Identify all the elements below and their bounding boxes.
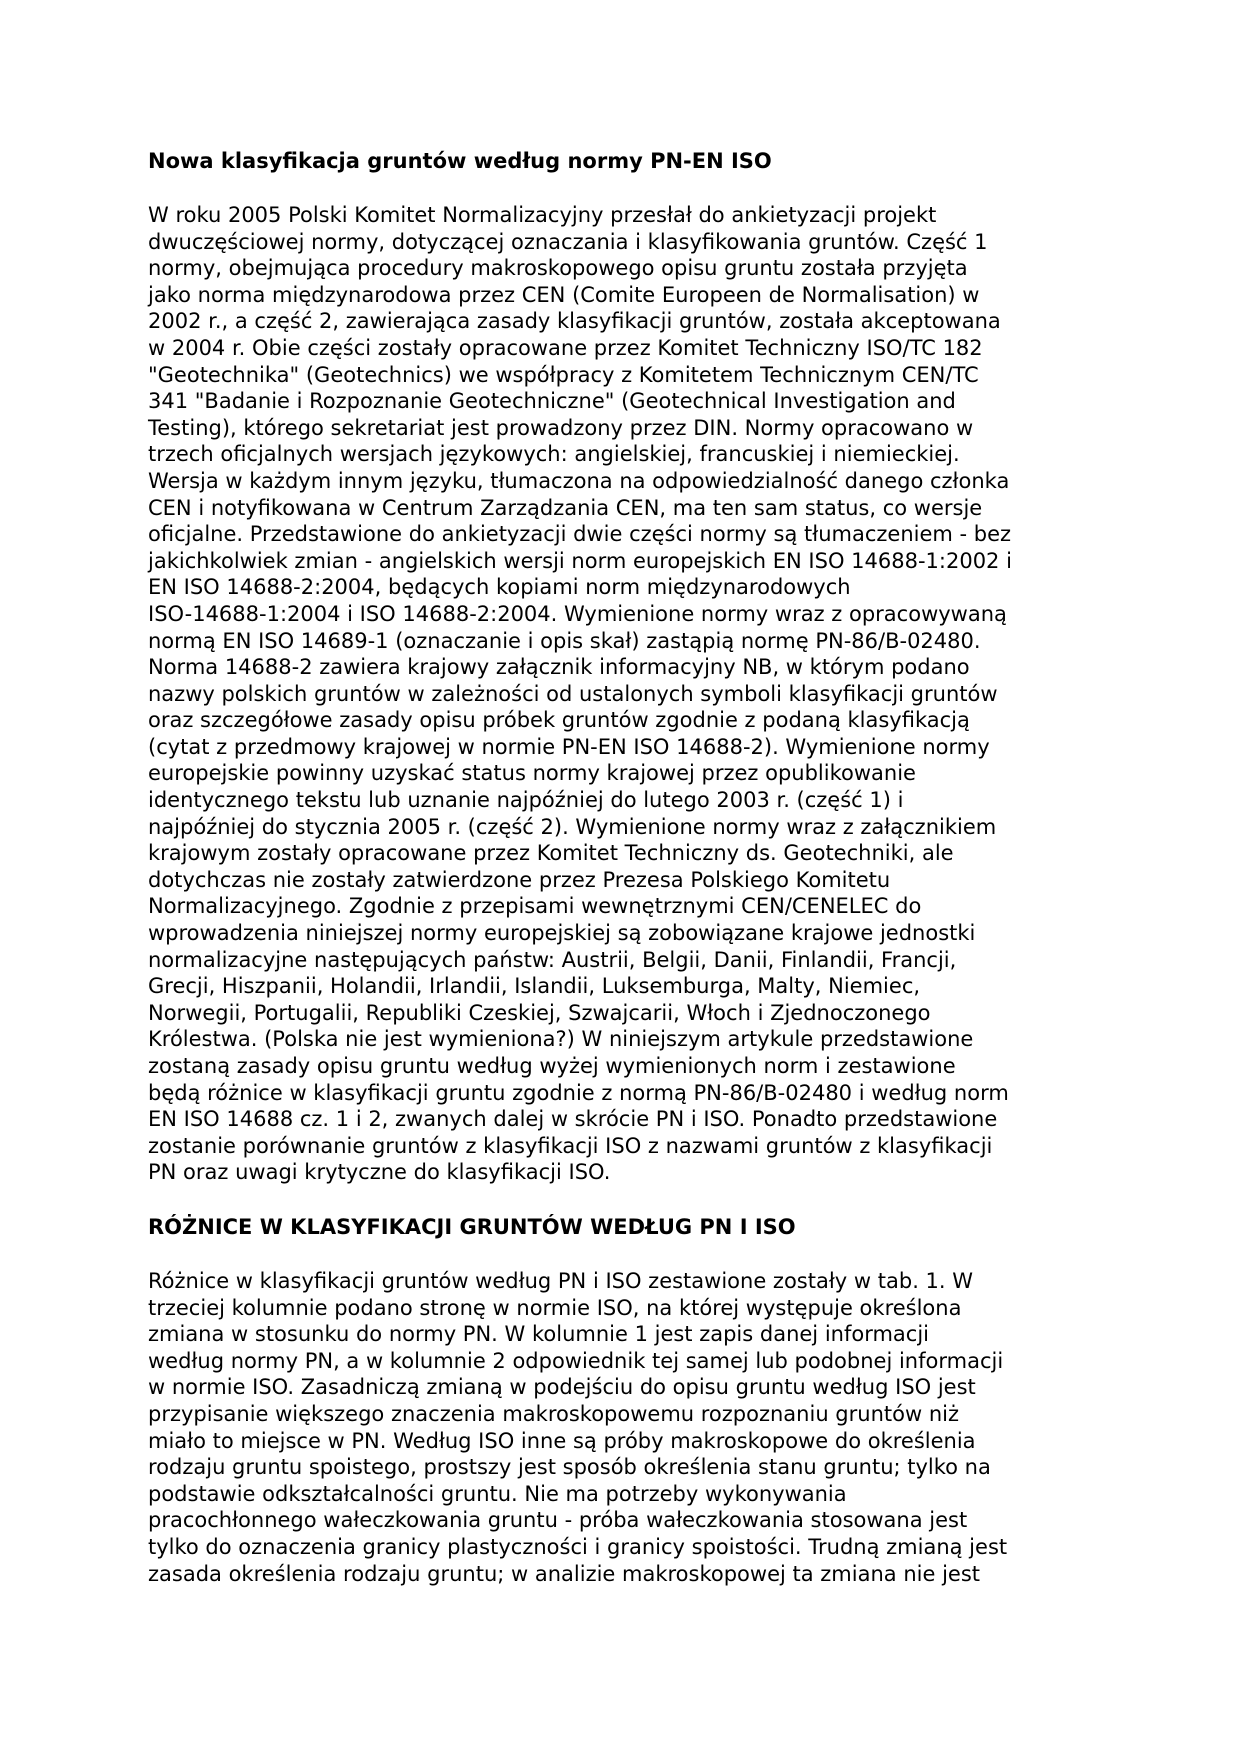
text-line: trzeciej kolumnie podano stronę w normie ISO, na której występuje określona <box>148 1295 962 1320</box>
text-line: trzech oficjalnych wersjach językowych: angielskiej, francuskiej i niemieckiej. <box>148 442 960 467</box>
text-line: podstawie odkształcalności gruntu. Nie ma potrzeby wykonywania <box>148 1481 847 1506</box>
text-line: w normie ISO. Zasadniczą zmianą w podejściu do opisu gruntu według ISO jest <box>148 1375 976 1400</box>
text-line: wprowadzenia niniejszej normy europejskiej są zobowiązane krajowe jednostki <box>148 921 976 946</box>
text-line: normalizacyjne następujących państw: Austrii, Belgii, Danii, Finlandii, Francji, <box>148 947 957 972</box>
text-line: ISO-14688-1:2004 i ISO 14688-2:2004. Wymienione normy wraz z opracowywaną <box>148 601 1007 626</box>
document-page <box>148 148 1098 1587</box>
text-line: normy, obejmująca procedury makroskopowego opisu gruntu została przyjęta <box>148 256 968 281</box>
text-line: normą EN ISO 14689-1 (oznaczanie i opis skał) zastąpią normę PN-86/B-02480. <box>148 628 981 653</box>
text-line: będą różnice w klasyfikacji gruntu zgodnie z normą PN-86/B-02480 i według norm <box>148 1080 1009 1105</box>
text-line: oficjalne. Przedstawione do ankietyzacji dwie części normy są tłumaczeniem - bez <box>148 522 1012 547</box>
section-heading: RÓŻNICE W KLASYFIKACJI GRUNTÓW WEDŁUG PN I ISO <box>148 1214 796 1239</box>
text-line: pracochłonnego wałeczkowania gruntu - próba wałeczkowania stosowana jest <box>148 1508 968 1533</box>
text-line: tylko do oznaczenia granicy plastyczności i granicy spoistości. Trudną zmianą jest <box>148 1534 1008 1559</box>
text-line: Różnice w klasyfikacji gruntów według PN i ISO zestawione zostały w tab. 1. W <box>148 1268 974 1293</box>
text-line: według normy PN, a w kolumnie 2 odpowiednik tej samej lub podobnej informacji <box>148 1348 1004 1373</box>
text-line: Grecji, Hiszpanii, Holandii, Irlandii, Islandii, Luksemburga, Malty, Niemiec, <box>148 974 921 999</box>
document-title: Nowa klasyfikacja gruntów według normy PN-EN ISO <box>148 149 772 173</box>
text-line: zostanie porównanie gruntów z klasyfikacji ISO z nazwami gruntów z klasyfikacji <box>148 1133 993 1158</box>
text-line: W roku 2005 Polski Komitet Normalizacyjny przesłał do ankietyzacji projekt <box>148 203 937 227</box>
text-line: nazwy polskich gruntów w zależności od ustalonych symboli klasyfikacji gruntów <box>148 681 998 706</box>
text-line: europejskie powinny uzyskać status normy krajowej przez opublikowanie <box>148 761 916 786</box>
text-line: rodzaju gruntu spoistego, prostszy jest sposób określenia stanu gruntu; tylko na <box>148 1455 991 1480</box>
text-line: CEN i notyfikowana w Centrum Zarządzania CEN, ma ten sam status, co wersje <box>148 495 983 520</box>
text-line: PN oraz uwagi krytyczne do klasyfikacji ISO. <box>148 1160 611 1185</box>
text-line: Norwegii, Portugalii, Republiki Czeskiej, Szwajcarii, Włoch i Zjednoczonego <box>148 1000 931 1025</box>
intro-paragraph <box>148 202 1098 1186</box>
text-line: przypisanie większego znaczenia makroskopowemu rozpoznaniu gruntów niż <box>148 1401 959 1426</box>
text-line: dwuczęściowej normy, dotyczącej oznaczania i klasyfikowania gruntów. Część 1 <box>148 229 988 254</box>
text-line: miało to miejsce w PN. Według ISO inne są próby makroskopowe do określenia <box>148 1428 976 1453</box>
text-line: (cytat z przedmowy krajowej w normie PN-EN ISO 14688-2). Wymienione normy <box>148 734 990 759</box>
text-line: jako norma międzynarodowa przez CEN (Comite Europeen de Normalisation) w <box>148 282 980 307</box>
text-line: jakichkolwiek zmian - angielskich wersji norm europejskich EN ISO 14688-1:2002 i <box>148 548 1012 573</box>
text-line: w 2004 r. Obie części zostały opracowane przez Komitet Techniczny ISO/TC 182 <box>148 335 983 360</box>
text-line: Królestwa. (Polska nie jest wymieniona?) W niniejszym artykule przedstawione <box>148 1027 974 1052</box>
text-line: krajowym zostały opracowane przez Komitet Techniczny ds. Geotechniki, ale <box>148 841 954 866</box>
text-line: zostaną zasady opisu gruntu według wyżej wymienionych norm i zestawione <box>148 1054 956 1078</box>
text-line: 341 "Badanie i Rozpoznanie Geotechniczne" (Geotechnical Investigation and <box>148 389 956 414</box>
text-line: oraz szczegółowe zasady opisu próbek gruntów zgodnie z podaną klasyfikacją <box>148 708 970 733</box>
text-line: 2002 r., a część 2, zawierająca zasady klasyfikacji gruntów, została akceptowana <box>148 309 1001 334</box>
text-line: zasada określenia rodzaju gruntu; w analizie makroskopowej ta zmiana nie jest <box>148 1561 980 1586</box>
text-line: EN ISO 14688-2:2004, będących kopiami norm międzynarodowych <box>148 575 851 600</box>
text-line: zmiana w stosunku do normy PN. W kolumnie 1 jest zapis danej informacji <box>148 1322 930 1347</box>
text-line: Normalizacyjnego. Zgodnie z przepisami wewnętrznymi CEN/CENELEC do <box>148 894 922 919</box>
text-line: Testing), którego sekretariat jest prowadzony przez DIN. Normy opracowano w <box>148 415 974 440</box>
text-line: najpóźniej do stycznia 2005 r. (część 2). Wymienione normy wraz z załącznikiem <box>148 814 997 839</box>
text-line: dotychczas nie zostały zatwierdzone przez Prezesa Polskiego Komitetu <box>148 867 891 892</box>
text-line: identycznego tekstu lub uznanie najpóźniej do lutego 2003 r. (część 1) i <box>148 788 904 813</box>
differences-paragraph <box>148 1268 1098 1587</box>
text-line: EN ISO 14688 cz. 1 i 2, zwanych dalej w skrócie PN i ISO. Ponadto przedstawione <box>148 1107 998 1132</box>
text-line: Norma 14688-2 zawiera krajowy załącznik informacyjny NB, w którym podano <box>148 655 970 680</box>
text-line: "Geotechnika" (Geotechnics) we współpracy z Komitetem Technicznym CEN/TC <box>148 362 979 387</box>
text-line: Wersja w każdym innym języku, tłumaczona na odpowiedzialność danego członka <box>148 468 1010 493</box>
